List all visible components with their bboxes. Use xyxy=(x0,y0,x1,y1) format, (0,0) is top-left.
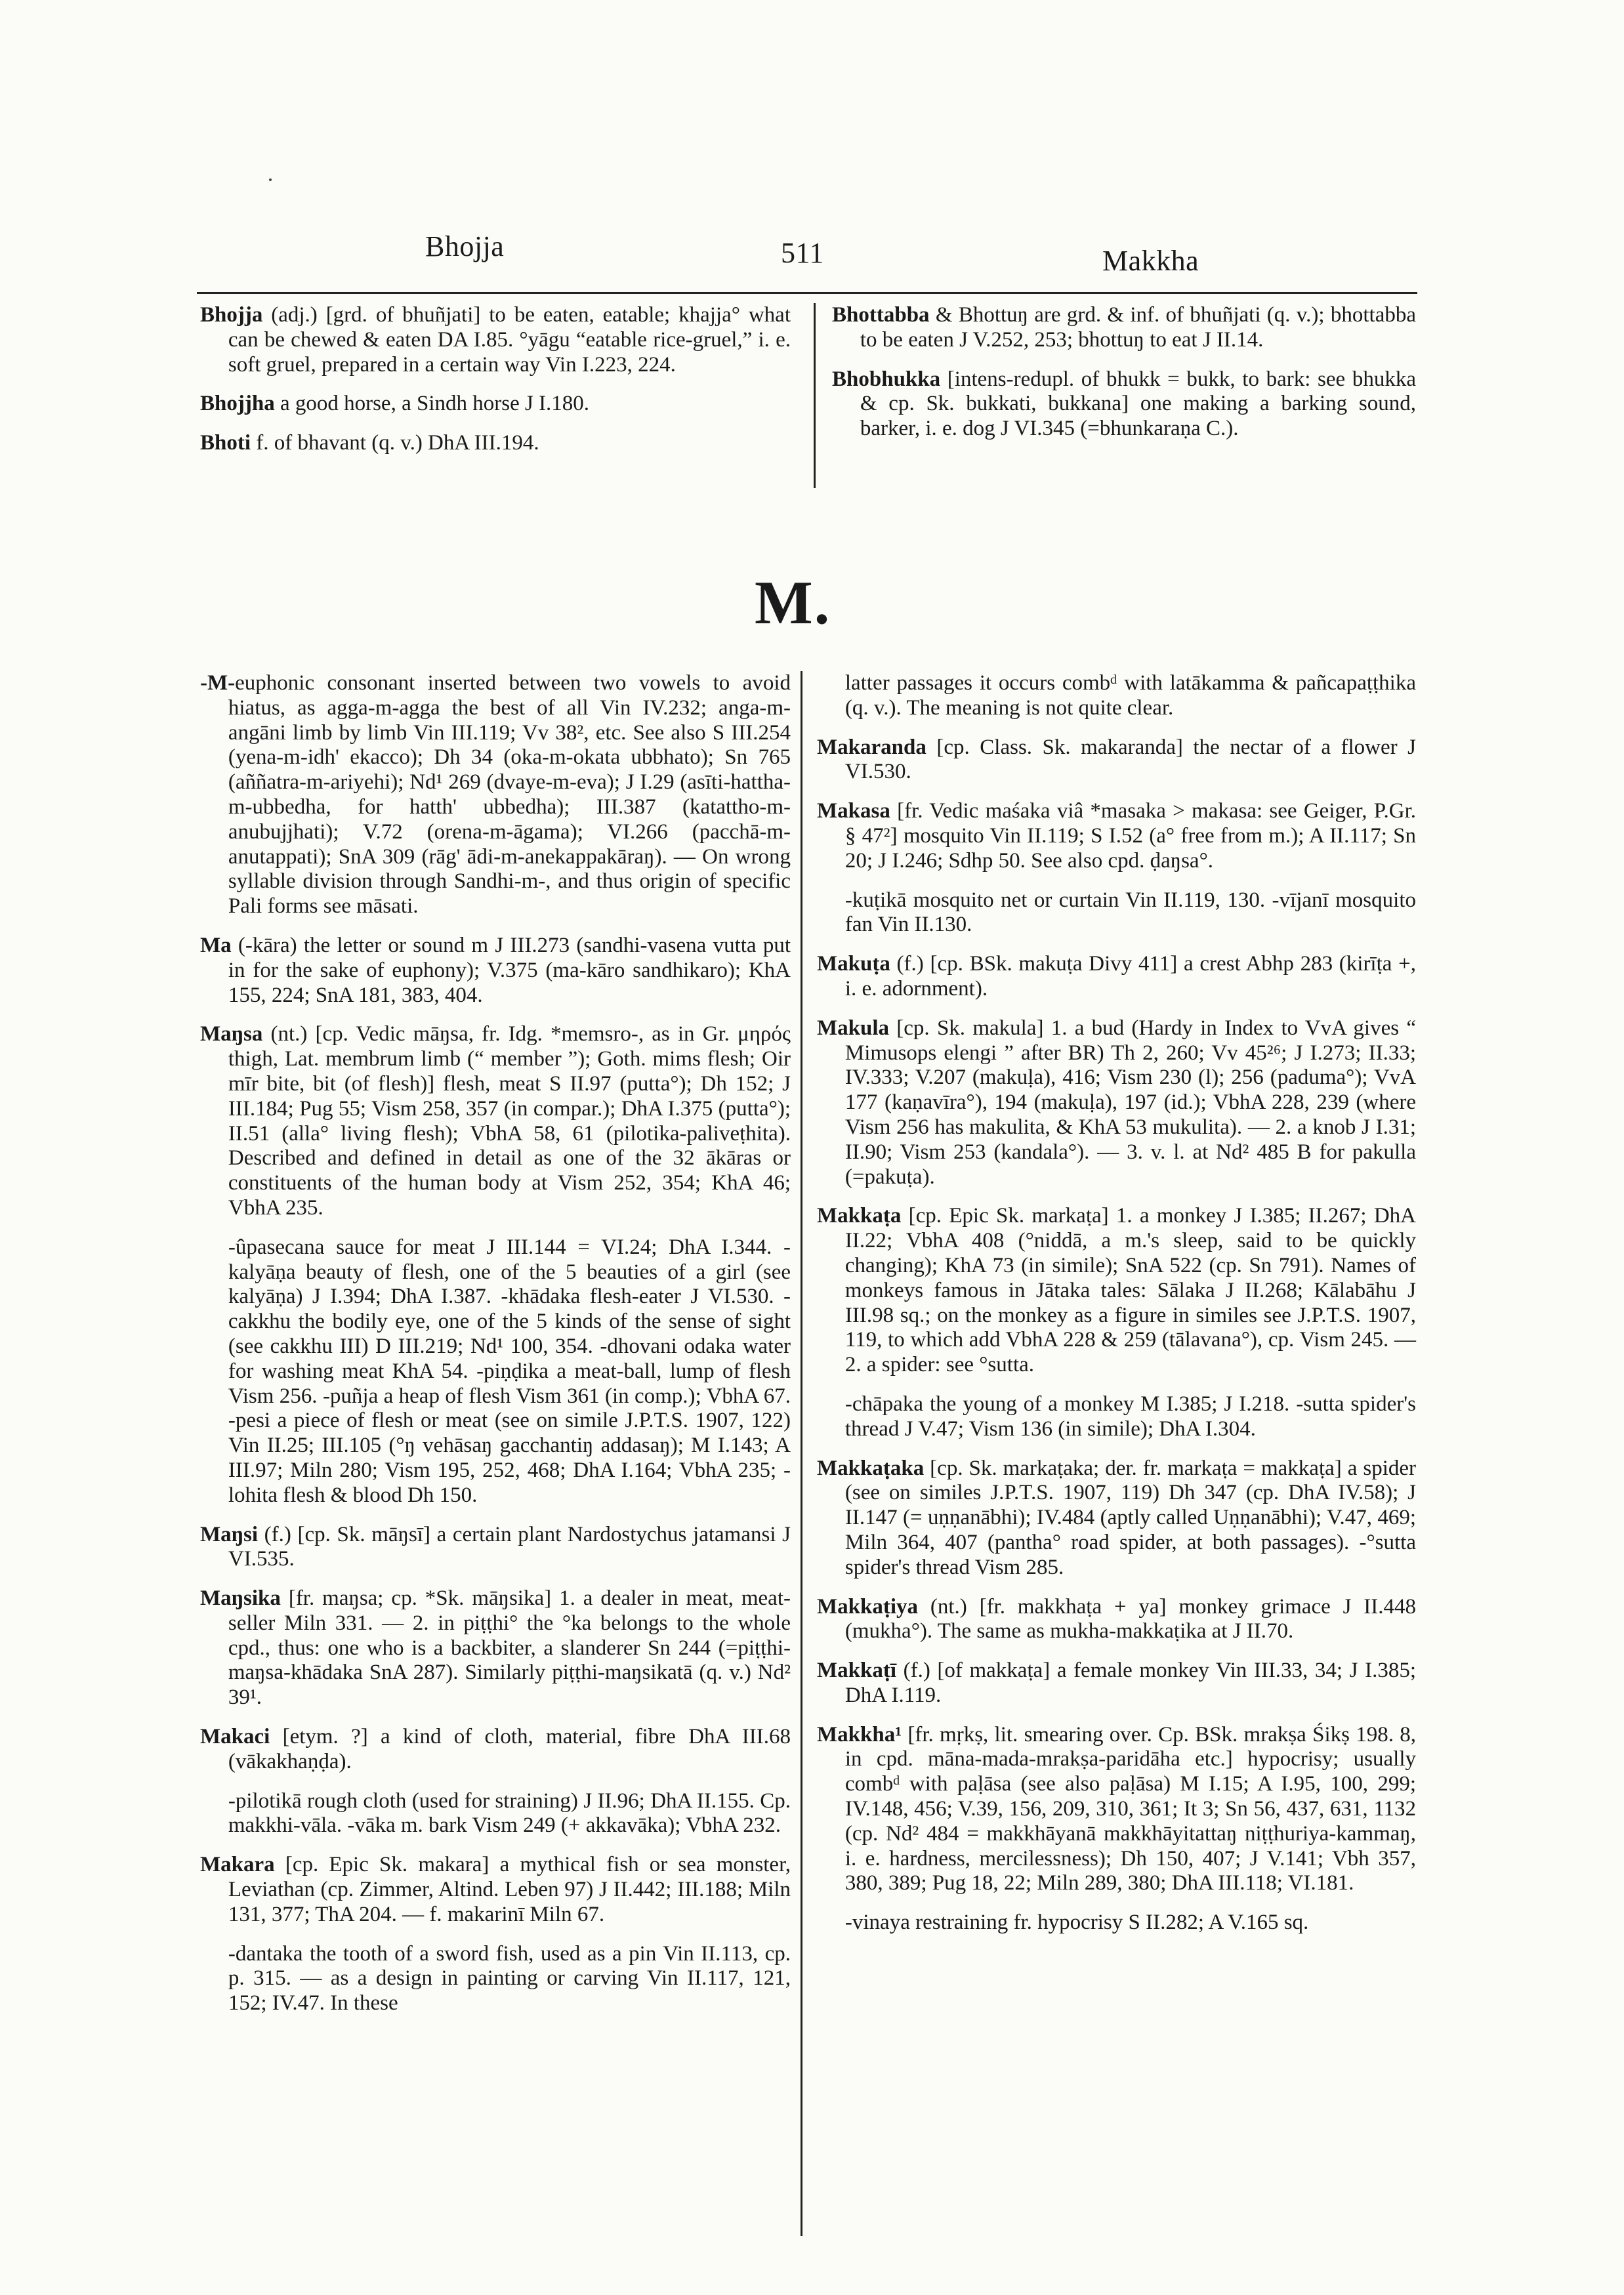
headword: Makkaṭaka xyxy=(817,1456,925,1480)
entry-text: -vinaya restraining fr. hypocrisy S II.282; A V.165 sq. xyxy=(844,1911,1309,1935)
sub-entry xyxy=(200,1789,791,1839)
headword: Makkaṭiya xyxy=(817,1594,919,1619)
headword: Maŋsika xyxy=(200,1586,281,1611)
entry-text: -dantaka the tooth of a sword fish, used as a pin Vin II.113, cp. p. 315. — as a design in painting or carving Vin II.117, 121, 152; IV.47. In these xyxy=(228,1941,791,2016)
dictionary-entry xyxy=(200,1586,791,1710)
entry-text: f. of bhavant (q. v.) DhA III.194. xyxy=(251,431,539,455)
entry-text: [cp. Class. Sk. makaranda] the nectar of a flower J VI.530. xyxy=(844,735,1416,784)
headword: Makkaṭī xyxy=(817,1659,897,1683)
entry-text: (nt.) [cp. Vedic māŋsa, fr. Idg. *memsro-, as in Gr. μηρός thigh, Lat. membrum limb (“ member ”); Goth. mims flesh; Oir mīr bite, bit (of flesh)] flesh, meat S II.97 (putta°); Dh 152; J III.184; Pug 55; Vism 258, 357 (in compar.); DhA I.375 (putta°); II.51 (alla° living flesh); VbhA 58, 61 (pilotika-paliveṭhita). Described and defined in detail as one of the 32 ākāras or constituents of the human body at Vism 252, 354; KhA 46; VbhA 235. xyxy=(228,1022,791,1220)
dictionary-entry xyxy=(200,303,791,377)
headword: Bhojjha xyxy=(200,392,275,416)
dictionary-entry xyxy=(817,1204,1416,1378)
dictionary-entry xyxy=(817,1457,1416,1581)
dictionary-entry xyxy=(817,1723,1416,1897)
headword: Ma xyxy=(200,933,232,957)
scan-speck xyxy=(269,178,272,181)
entry-text: (nt.) [fr. makkhaṭa + ya] monkey grimace J II.448 (mukha°). The same as mukha-makkaṭika at J II.70. xyxy=(844,1594,1416,1644)
entry-text: [intens-redupl. of bhukk = bukk, to bark: see bhukka & cp. Sk. bukkati, bukkana] one making a barking sound, barker, i. e. dog J VI.345 (=bhunkaraṇa C.). xyxy=(860,367,1416,441)
entry-text: (adj.) [grd. of bhuñjati] to be eaten, eatable; khajja° what can be chewed & eaten DA I.85. °yāgu “eatable rice-gruel,” i. e. soft gruel, prepared in a certain way Vin I.223, 224. xyxy=(228,303,791,377)
dictionary-entry xyxy=(832,367,1416,442)
sub-entry xyxy=(817,1911,1416,1935)
entry-text: euphonic consonant inserted between two vowels to avoid hiatus, as agga-m-agga the best of all Vin IV.232; anga-m-angāni limb by limb Vin III.119; Vv 38², etc. See also S III.254 (yena-m-idh' ekacco); Dh 34 (oka-m-okata ubbhato); Sn 765 (aññatra-m-ariyehi); Nd¹ 269 (dvaye-m-eva); J I.29 (asīti-hattha-m-ubbedha, for hatth' ubbedha); III.387 (katattho-m-anubujjhati); V.72 (orena-m-āgama); VI.266 (pacchā-m-anutappati); SnA 309 (rāg' ādi-m-anekappakāraŋ). — On wrong syllable division through Sandhi-m-, and thus origin of specific Pali forms see māsati. xyxy=(228,671,791,919)
entry-text: -kuṭikā mosquito net or curtain Vin II.119, 130. -vījanī mosquito fan Vin II.130. xyxy=(844,888,1416,937)
header-rule xyxy=(197,292,1417,294)
dictionary-entry xyxy=(817,952,1416,1002)
dictionary-entry xyxy=(200,1022,791,1220)
entry-text: -chāpaka the young of a monkey M I.385; J I.218. -sutta spider's thread J V.47; Vism 136 (in simile); DhA I.304. xyxy=(844,1392,1416,1441)
running-head-right: Makkha xyxy=(1102,245,1199,277)
bottom-column-divider xyxy=(801,671,802,2236)
entry-text: -ûpasecana sauce for meat J III.144 = VI.24; DhA I.344. -kalyāṇa beauty of flesh, one of the 5 beauties of a girl (see kalyāṇa) J I.394; DhA I.387. -khādaka flesh-eater J VI.530. -cakkhu the bodily eye, one of the 5 kinds of the sense of sight (see cakkhu III) D III.219; Nd¹ 100, 354. -dhovani odaka water for washing meat KhA 54. -piṇḍika a meat-ball, lump of flesh Vism 256. -puñja a heap of flesh Vism 361 (in comp.); VbhA 67. -pesi a piece of flesh or meat (see on simile J.P.T.S. 1907, 122) Vin II.25; III.105 (°ŋ vehāsaŋ gacchantiŋ addasaŋ); M I.143; A III.97; Miln 280; Vism 195, 252, 468; DhA I.164; VbhA 235; -lohita flesh & blood Dh 150. xyxy=(228,1235,791,1507)
running-head-left: Bhojja xyxy=(425,230,505,262)
sub-entry xyxy=(817,888,1416,938)
entry-text: [cp. Sk. makula] 1. a bud (Hardy in Index to VvA gives “ Mimusops elengi ” after BR) Th 2, 260; Vv 45²⁶; J I.273; II.33; IV.333; V.207 (makuḷa), 416; Vism 230 (l); 256 (paduma°); VvA 177 (kaṇavīra°), 194 (makuḷa), 197 (id.); VbhA 228, 239 (where Vism 256 has makulita, & KhA 53 mukulita). — 2. a knob J I.31; II.90; Vism 253 (kandala°). — 3. v. l. at Nd² 485 B for pakulla (=pakuṭa). xyxy=(844,1016,1416,1189)
top-left-column xyxy=(200,303,791,470)
sub-entry xyxy=(200,1942,791,2016)
dictionary-entry xyxy=(832,303,1416,353)
entry-text: [cp. Sk. markaṭaka; der. fr. markaṭa = makkaṭa] a spider (see on similes J.P.T.S. 1907, 119) Dh 347 (cp. DhA IV.58); J II.147 (= uṇṇanābhi); IV.484 (aptly called Uṇṇanābhi); V.47, 469; Miln 364, 407 (pantha° road spider, at both passages). -°sutta spider's thread Vism 285. xyxy=(844,1456,1416,1579)
sub-entry xyxy=(200,1235,791,1508)
dictionary-entry xyxy=(817,1016,1416,1190)
sub-entry xyxy=(817,671,1416,721)
headword: Bhoti xyxy=(200,431,251,455)
entry-text: -pilotikā rough cloth (used for straining) J II.96; DhA II.155. Cp. makkhi-vāla. -vāka m. bark Vism 249 (+ akkavāka); VbhA 232. xyxy=(228,1788,791,1838)
dictionary-entry xyxy=(200,431,791,456)
dictionary-entry xyxy=(200,1725,791,1775)
dictionary-entry xyxy=(817,735,1416,785)
top-right-column xyxy=(832,303,1416,456)
entry-text: (-kāra) the letter or sound m J III.273 (sandhi-vasena vutta put in for the sake of euphony); V.375 (ma-kāro sandhikaro); KhA 155, 224; SnA 181, 383, 404. xyxy=(228,933,791,1007)
headword: Makara xyxy=(200,1853,275,1877)
entry-text: latter passages it occurs combᵈ with latākamma & pañcapaṭṭhika (q. v.). The meaning is not quite clear. xyxy=(844,671,1416,720)
section-letter: M. xyxy=(755,569,831,637)
bottom-right-column xyxy=(817,671,1416,1950)
entry-text: [cp. Epic Sk. makara] a mythical fish or sea monster, Leviathan (cp. Zimmer, Altind. Leben 97) J II.442; III.188; Miln 131, 377; ThA 204. — f. makarinī Miln 67. xyxy=(228,1853,791,1926)
headword: Makaci xyxy=(200,1725,270,1749)
entry-text: [cp. Epic Sk. markaṭa] 1. a monkey J I.385; II.267; DhA II.22; VbhA 408 (°niddā, a m.'s sleep, said to be quickly changing); KhA 73 (in simile); SnA 522 (cp. Sn 791). Names of monkeys famous in Jātaka tales: Sālaka J II.268; Kālabāhu J III.98 sq.; on the monkey as a figure in similes see J.P.T.S. 1907, 119, to which add VbhA 228 & 259 (tālavana°), cp. Vism 245. — 2. a spider: see °sutta. xyxy=(844,1204,1416,1377)
dictionary-entry xyxy=(817,1659,1416,1708)
dictionary-entry xyxy=(200,671,791,919)
sub-entry xyxy=(817,1392,1416,1442)
headword: Makula xyxy=(817,1016,890,1040)
headword: -M- xyxy=(200,671,236,695)
entry-text: [fr. mṛkṣ, lit. smearing over. Cp. BSk. mrakṣa Śikṣ 198. 8, in cpd. māna-mada-mrakṣa-paridāha etc.] hypocrisy; usually combᵈ with paḷāsa (see also paḷāsa) M I.15; A I.95, 100, 299; IV.148, 456; V.39, 156, 209, 310, 361; It 3; Sn 56, 437, 631, 1132 (cp. Nd² 484 = makkhāyanā makkhāyitattaŋ niṭṭhuriya-kammaŋ, i. e. hardness, mercilessness); Dh 150, 407; J V.141; Vbh 357, 380, 389; Pug 18, 22; Miln 289, 380; DhA III.118; VI.181. xyxy=(844,1722,1416,1895)
page-number: 511 xyxy=(781,237,824,269)
headword: Makasa xyxy=(817,799,890,823)
dictionary-entry xyxy=(200,934,791,1008)
headword: Maŋsi xyxy=(200,1522,259,1546)
entry-text: [fr. maŋsa; cp. *Sk. māŋsika] 1. a dealer in meat, meat-seller Miln 331. — 2. in piṭṭhi° the °ka belongs to the whole cpd., thus: one who is a backbiter, a slanderer Sn 244 (=piṭṭhi-maŋsa-khādaka SnA 287). Similarly piṭṭhi-maŋsikatā (q. v.) Nd² 39¹. xyxy=(228,1586,791,1710)
headword: Bhottabba xyxy=(832,303,930,327)
dictionary-entry xyxy=(817,1595,1416,1645)
entry-text: [fr. Vedic maśaka viâ *masaka > makasa: see Geiger, P.Gr. § 47²] mosquito Vin II.119; S I.52 (a° free from m.); A II.117; Sn 20; J I.246; Sdhp 50. See also cpd. ḍaŋsa°. xyxy=(844,799,1416,873)
dictionary-entry xyxy=(200,392,791,417)
headword: Makkaṭa xyxy=(817,1204,902,1228)
entry-text: a good horse, a Sindh horse J I.180. xyxy=(274,392,590,416)
dictionary-entry xyxy=(200,1853,791,1927)
headword: Maŋsa xyxy=(200,1022,263,1046)
entry-text: (f.) [of makkaṭa] a female monkey Vin III.33, 34; J I.385; DhA I.119. xyxy=(844,1659,1416,1707)
bottom-left-column xyxy=(200,671,791,2031)
headword: Bhojja xyxy=(200,303,263,327)
top-column-divider xyxy=(814,303,816,488)
headword: Makaranda xyxy=(817,735,927,759)
headword: Makuṭa xyxy=(817,952,890,976)
headword: Bhobhukka xyxy=(832,367,941,391)
entry-text: (f.) [cp. BSk. makuṭa Divy 411] a crest Abhp 283 (kirīṭa +, i. e. adornment). xyxy=(844,952,1416,1001)
entry-text: [etym. ?] a kind of cloth, material, fibre DhA III.68 (vākakhaṇḍa). xyxy=(228,1725,791,1773)
entry-text: (f.) [cp. Sk. māŋsī] a certain plant Nardostychus jatamansi J VI.535. xyxy=(228,1522,791,1571)
dictionary-entry xyxy=(817,799,1416,873)
headword: Makkha¹ xyxy=(817,1722,902,1747)
entry-text: & Bhottuŋ are grd. & inf. of bhuñjati (q. v.); bhottabba to be eaten J V.252, 253; bhottuŋ to eat J II.14. xyxy=(860,303,1416,352)
dictionary-entry xyxy=(200,1523,791,1573)
